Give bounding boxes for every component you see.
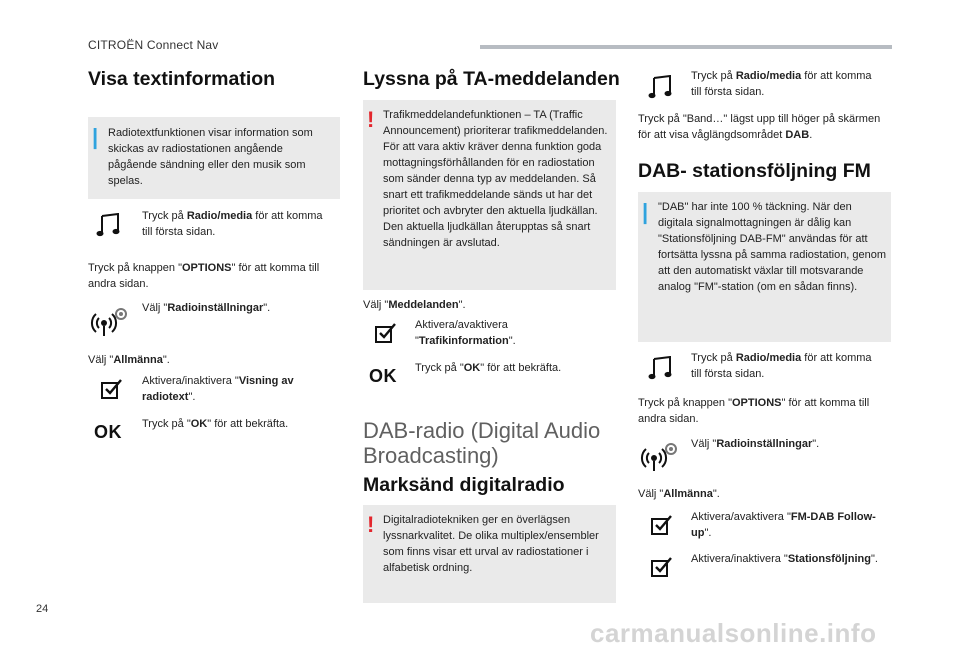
warning-box <box>363 505 616 603</box>
page-number: 24 <box>36 603 49 615</box>
heading-dab-radio: DAB-radio (Digital Audio Broadcasting) <box>363 418 601 468</box>
warning-box-text: Trafikmeddelandefunktionen – TA (Traffic Announcement) prioriterar trafikmeddelanden. För att vara aktiv kräver denna funktion goda mottagningsförhållanden för en radiostation som sänder denna typ av meddelanden. Så snart ett trafikmeddelande sänds ut har det prioritet och avbryter den aktuella ljudkällan. Den aktuella ljudkällan återupptas så snart sändningen är avslutad. <box>383 109 608 249</box>
header-bar <box>480 45 892 49</box>
info-box <box>88 117 340 199</box>
step-ok-confirm: Tryck på "OK" för att bekräfta. <box>142 418 289 430</box>
watermark: carmanualsonline.info <box>590 618 877 648</box>
checkbox-icon <box>374 322 398 344</box>
info-box-text: "DAB" har inte 100 % täckning. När den digitala signalmottagningen är dålig kan "Stationsföljning DAB-FM" användas för att fortsätta lyssna på samma radiostation, genom att den automatiskt växlar till motsvarande analog "FM"-station (om en sådan finns). <box>658 201 887 293</box>
info-box <box>638 192 891 342</box>
step-radio-media: Tryck på Radio/media för att komma till första sidan. <box>142 210 323 238</box>
info-box-text: Radiotextfunktionen visar information som skickas av radiostationen angående pågående sändning eller den musik som spelas. <box>108 127 313 187</box>
checkbox-icon <box>100 378 124 400</box>
para-options: Tryck på knappen "OPTIONS" för att komma till andra sidan. <box>88 262 320 290</box>
para-allmanna: Välj "Allmänna". <box>88 354 170 366</box>
step-radio-media: Tryck på Radio/media för att komma till första sidan. <box>691 352 872 380</box>
music-note-icon <box>648 75 674 99</box>
heading-ta-meddelanden: Lyssna på TA-meddelanden <box>363 68 620 90</box>
step-trafikinformation: Aktivera/avaktivera "Trafikinformation". <box>415 319 516 347</box>
heading-marksand-digitalradio: Marksänd digitalradio <box>363 474 565 496</box>
warning-box <box>363 100 616 290</box>
step-radioinstallningar: Välj "Radioinställningar". <box>142 302 271 314</box>
step-stationsfoljning: Aktivera/inaktivera "Stationsföljning". <box>691 553 878 565</box>
step-fm-dab-follow-up: Aktivera/avaktivera "FM-DAB Follow-up". <box>691 511 876 539</box>
para-options: Tryck på knappen "OPTIONS" för att komma till andra sidan. <box>638 397 870 425</box>
radio-settings-icon <box>640 440 680 472</box>
para-band-dab: Tryck på "Band…" lägst upp till höger på skärmen för att visa våglängdsområdet DAB. <box>638 113 881 141</box>
step-visning-radiotext: Aktivera/inaktivera "Visning av radiotext". <box>142 375 294 403</box>
warning-box-text: Digitalradiotekniken ger en överlägsen lyssnarkvalitet. De olika multiplex/ensembler som finns visar ett urval av radiostationer i alfabetisk ordning. <box>383 514 599 574</box>
header-title: CITROËN Connect Nav <box>88 38 219 52</box>
checkbox-icon <box>650 514 674 536</box>
para-meddelanden: Välj "Meddelanden". <box>363 299 466 311</box>
checkbox-icon <box>650 556 674 578</box>
ok-icon: OK <box>94 422 122 442</box>
step-ok-confirm: Tryck på "OK" för att bekräfta. <box>415 362 562 374</box>
info-mark-icon: | <box>92 124 99 149</box>
heading-visa-textinformation: Visa textinformation <box>88 68 276 90</box>
step-radioinstallningar: Välj "Radioinställningar". <box>691 438 820 450</box>
heading-dab-stationsfoljning: DAB- stationsföljning FM <box>638 160 871 182</box>
radio-settings-icon <box>90 305 130 337</box>
music-note-icon <box>96 213 122 237</box>
warning-mark-icon: ! <box>367 512 375 537</box>
para-allmanna: Välj "Allmänna". <box>638 488 720 500</box>
info-mark-icon: | <box>642 199 649 224</box>
warning-mark-icon: ! <box>367 107 375 132</box>
step-radio-media: Tryck på Radio/media för att komma till första sidan. <box>691 70 872 98</box>
music-note-icon <box>648 356 674 380</box>
ok-icon: OK <box>369 366 397 386</box>
